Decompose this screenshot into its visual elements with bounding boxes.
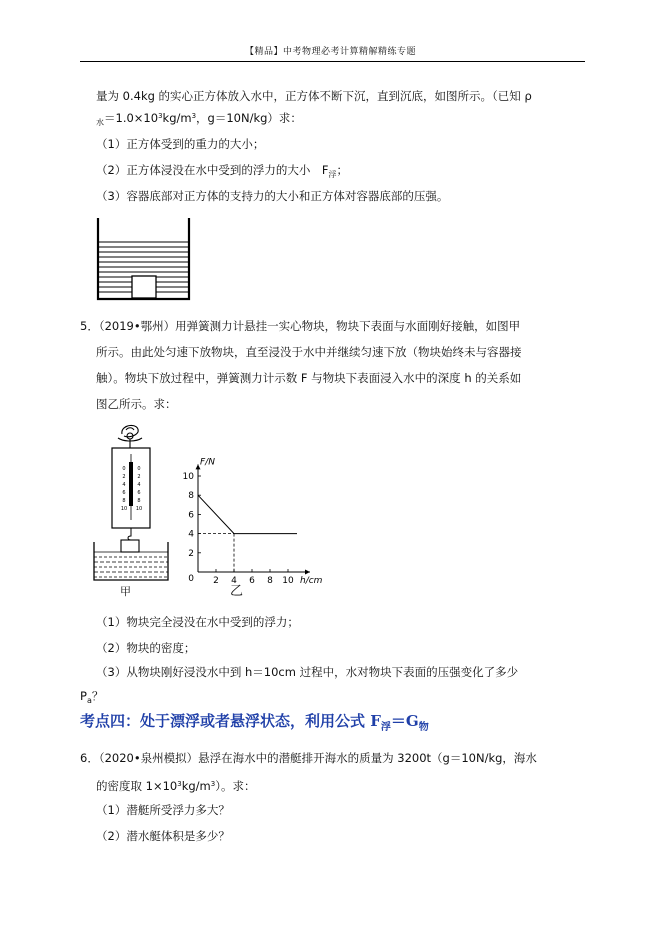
- q6-part1: （1）潜艇所受浮力多大？: [96, 803, 230, 817]
- q4-part1: （1）正方体受到的重力的大小；: [96, 137, 265, 151]
- x-tick-label: 8: [267, 576, 273, 586]
- scale-label: 10: [120, 506, 128, 512]
- q4-line2-a: ＝1.0×10: [104, 111, 159, 125]
- q5-line2: 所示。由此处匀速下放物块，直至浸没于水中并继续匀速下放（物块始终未与容器接: [96, 345, 522, 359]
- scale-label: 4: [122, 482, 126, 488]
- y-tick-label: 4: [188, 529, 194, 540]
- q5-unit-sub: a: [86, 696, 92, 705]
- page-header-title: 【精品】中考物理必考计算精解精练专题: [244, 47, 416, 57]
- scale-label: 0: [122, 466, 126, 472]
- hook: [128, 528, 131, 540]
- q5-line3: 触）。物块下放过程中，弹簧测力计示数 F 与物块下表面浸入水中的深度 h 的关系如: [96, 371, 522, 385]
- q5-unit-end: ？: [91, 689, 104, 703]
- scale-indicator: [129, 462, 133, 506]
- x-axis-label: h/cm: [300, 576, 323, 586]
- q4-line2-b: kg/m: [162, 111, 192, 125]
- q5-part1: （1）物块完全浸没在水中受到的浮力；: [96, 615, 299, 629]
- q5-part3-unit: [80, 688, 103, 709]
- origin-label: 0: [188, 574, 194, 584]
- heading-sub2: 物: [418, 722, 429, 733]
- q4-line2: [96, 108, 302, 131]
- q6-part2: （2）潜水艇体积是多少？: [96, 829, 230, 843]
- header-divider: [80, 61, 585, 62]
- water-lines: [94, 552, 168, 577]
- series-line-F: [198, 495, 297, 533]
- q5-line4: 图乙所示。求：: [96, 397, 177, 411]
- q6-line2-a: 的密度取 1×10: [96, 779, 178, 793]
- figure-yi-chart: [180, 448, 330, 584]
- x-tick-label: 6: [249, 576, 255, 586]
- q4-part2: [96, 162, 348, 183]
- q4-part2-end: ；: [336, 163, 348, 177]
- q4-line1: 量为 0.4kg 的实心正方体放入水中，正方体不断下沉，直到沉底，如图所示。（已知 ρ: [96, 89, 532, 103]
- heading-text: 考点四：处于漂浮或者悬浮状态，利用公式 F: [80, 712, 381, 730]
- y-axis-label: F/N: [200, 457, 215, 468]
- q5-line1: 5．（2019•鄂州）用弹簧测力计悬挂一实心物块，物块下表面与水面刚好接触，如图甲: [80, 319, 521, 333]
- q4-rho-sub: 水: [96, 118, 104, 127]
- section-heading: [80, 710, 429, 733]
- block: [121, 540, 139, 552]
- q6-line2-sup2: 3: [210, 780, 216, 788]
- x-tick-label: 4: [231, 576, 237, 586]
- figure-jia-label: 甲: [120, 585, 131, 598]
- q6-line2-sup: 3: [177, 780, 182, 788]
- figure-jia-spring-scale: [90, 420, 176, 590]
- x-tick-label: 10: [282, 576, 294, 586]
- q6-line1: 6．（2020•泉州模拟）悬浮在海水中的潜艇排开海水的质量为 3200t（g＝10N/kg，海水: [80, 751, 537, 765]
- y-tick-label: 8: [188, 491, 194, 502]
- cube: [132, 276, 156, 298]
- x-axis-arrow: [305, 570, 310, 575]
- scale-label: 2: [122, 474, 126, 480]
- x-tick-label: 2: [213, 576, 219, 586]
- y-tick-label: 2: [188, 548, 194, 559]
- scale-label: 8: [122, 498, 126, 504]
- q4-line2-sup: 3: [158, 112, 163, 120]
- y-tick-label: 6: [188, 510, 194, 521]
- heading-sub1: 浮: [380, 722, 391, 733]
- heading-mid: ＝G: [390, 712, 419, 730]
- figure-yi-label: 乙: [230, 584, 244, 599]
- q6-line2: [96, 776, 255, 794]
- scale-label: 2: [137, 474, 141, 480]
- q4-part2-sub: 浮: [328, 170, 337, 179]
- y-tick-label: 10: [182, 472, 194, 482]
- q4-line2-c: ，g＝10N/kg）求：: [196, 111, 302, 125]
- q6-line2-c: ）。求：: [215, 779, 256, 793]
- q4-line2-sup2: 3: [191, 112, 197, 120]
- scale-label: 6: [122, 490, 126, 496]
- q5-part3: （3）从物块刚好浸没水中到 h＝10cm 过程中，水对物块下表面的压强变化了多少: [96, 665, 519, 679]
- hand-icon: [118, 425, 142, 448]
- scale-label: 10: [135, 506, 143, 512]
- q5-part2: （2）物块的密度；: [96, 641, 196, 655]
- scale-label: 0: [137, 466, 141, 472]
- scale-label: 4: [137, 482, 141, 488]
- q5-unit-p: P: [80, 689, 87, 703]
- scale-label: 6: [137, 490, 141, 496]
- q4-part3: （3）容器底部对正方体的支持力的大小和正方体对容器底部的压强。: [96, 189, 449, 203]
- scale-label: 8: [137, 498, 141, 504]
- q4-container-figure: [96, 218, 191, 303]
- q6-line2-b: kg/m: [181, 779, 211, 793]
- q4-part2-text: （2）正方体浸没在水中受到的浮力的大小 F: [96, 163, 329, 177]
